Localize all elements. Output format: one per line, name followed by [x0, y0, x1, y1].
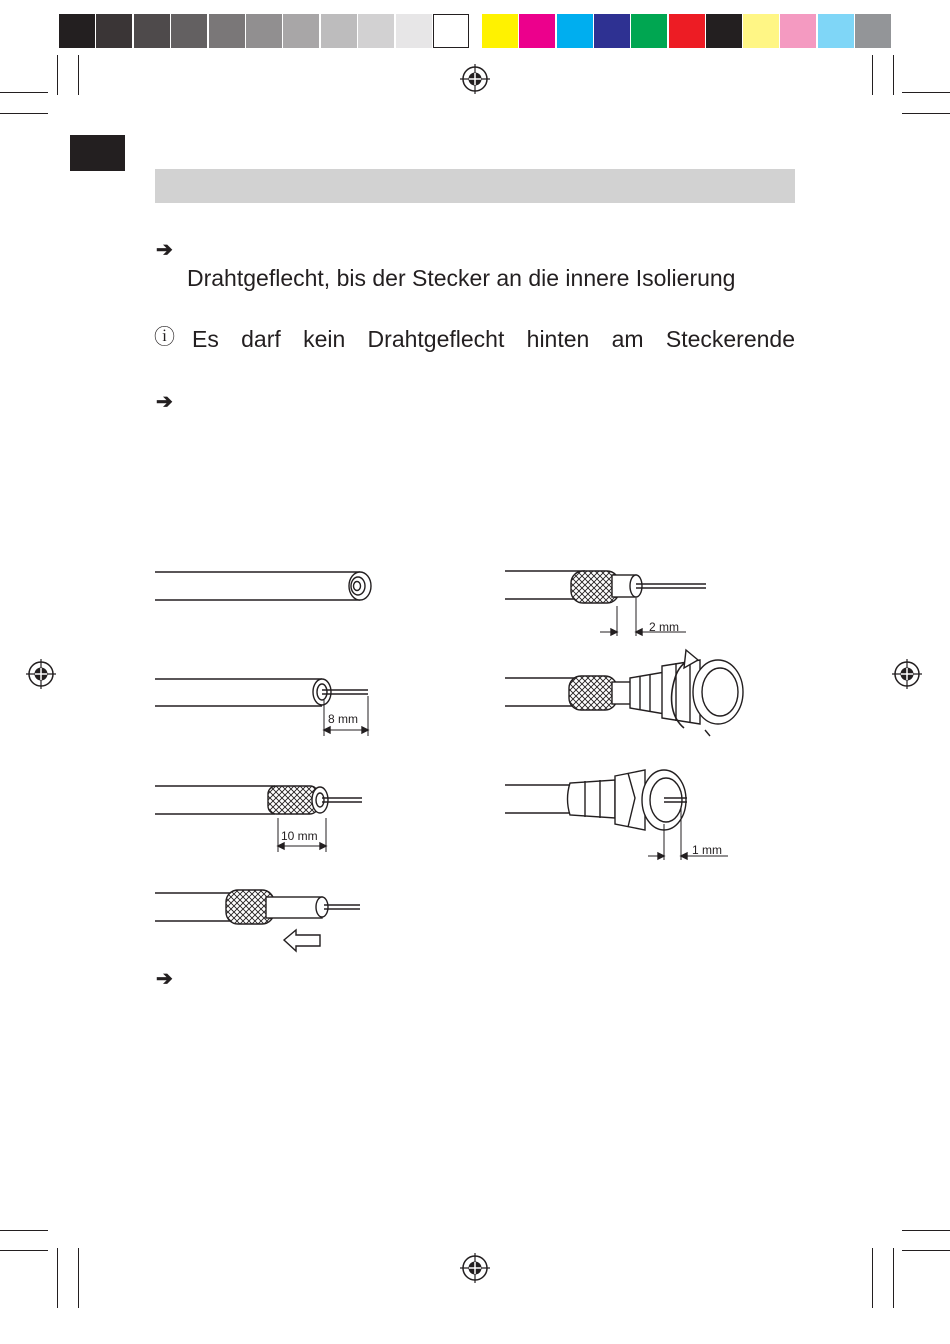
- instruction-line: Drahtgeflecht, bis der Stecker an die innere Isolierung: [187, 265, 736, 291]
- arrow-right-icon: ➔: [156, 239, 173, 261]
- dimension-label-1mm: 1 mm: [692, 843, 722, 857]
- figure-cable-end: [155, 572, 371, 600]
- figure-braid-folded: [155, 890, 360, 951]
- note-line: Es darf kein Drahtgeflecht hinten am Steckerende: [192, 326, 795, 352]
- arrow-right-icon: ➔: [156, 968, 173, 990]
- info-icon: ⓘ: [154, 326, 175, 349]
- dimension-label-10mm: 10 mm: [281, 829, 318, 843]
- figure-braid-10mm: [155, 786, 362, 852]
- dimension-label-2mm: 2 mm: [649, 620, 679, 634]
- figure-strip-8mm: [155, 679, 368, 736]
- dimension-label-8mm: 8 mm: [328, 712, 358, 726]
- figure-screw-connector: [505, 650, 743, 736]
- arrow-right-icon: ➔: [156, 391, 173, 413]
